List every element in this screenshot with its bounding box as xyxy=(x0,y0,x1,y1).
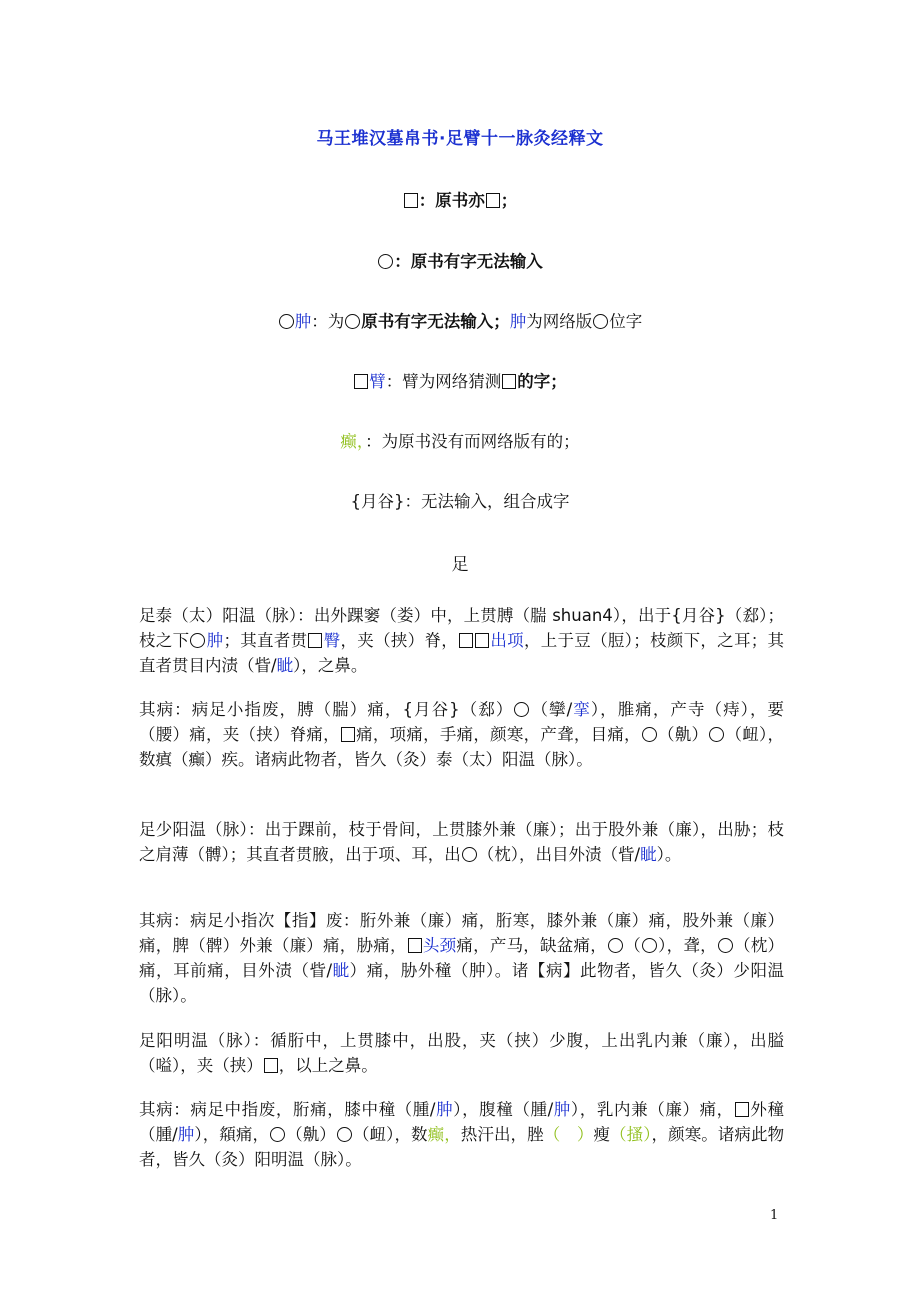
circle-symbol-icon xyxy=(642,727,657,742)
paragraph-text: 足少阳温（脉）：出于踝前，枝于骨间，上贯膝外兼（廉）；出于股外兼（廉），出胁；枝之肩薄（髆）；其直者贯腋，出于项、耳，出 xyxy=(139,820,784,864)
circle-symbol-icon xyxy=(378,254,393,269)
paragraph-text: 出项 xyxy=(490,631,524,650)
box-symbol-icon xyxy=(486,193,500,208)
legend-line-circle: ：原书有字无法输入 xyxy=(0,250,920,274)
paragraph-text: ），頯痛， xyxy=(194,1125,270,1144)
paragraph-text: 外穜（腫/ xyxy=(139,1100,785,1144)
circle-symbol-icon xyxy=(190,633,205,648)
box-symbol-icon xyxy=(475,633,489,648)
circle-symbol-icon xyxy=(593,314,608,329)
legend-line-green: 癫，：为原书没有而网络版有的； xyxy=(340,432,580,451)
paragraph-text: （鼽） xyxy=(286,1125,336,1144)
paragraph-text: ），乳内兼（廉）痛， xyxy=(570,1100,734,1119)
paragraph-text: 肿 xyxy=(553,1100,571,1119)
paragraph-text: ，上于豆（脰）；枝颜下，之耳；其直者贯目内渍（眥/ xyxy=(139,631,785,675)
paragraph xyxy=(139,1097,784,1172)
paragraph-text: ），聋， xyxy=(657,936,717,955)
paragraph-text: （枕），出目外渍（眥/ xyxy=(477,845,641,864)
paragraph-text: 肿 xyxy=(435,1100,454,1119)
paragraph-text: 眦 xyxy=(276,656,294,675)
legend-line-box-word: 臂：臂为网络猜测 的字； xyxy=(0,370,920,394)
box-symbol-icon xyxy=(264,1058,278,1073)
paragraph-text: （攣/ xyxy=(530,700,573,719)
paragraph xyxy=(139,603,784,678)
page-number: 1 xyxy=(770,1208,779,1223)
circle-symbol-icon xyxy=(279,314,294,329)
paragraph-text: 其病：病足中指废，胻痛，膝中穜（腫/ xyxy=(139,1100,436,1119)
paragraph-text: ，以上之鼻。 xyxy=(278,1056,378,1075)
circle-symbol-icon xyxy=(709,727,724,742)
paragraph-text: 眦 xyxy=(640,845,657,864)
paragraph-text: （ ） xyxy=(543,1125,594,1144)
box-symbol-icon xyxy=(408,938,422,953)
paragraph-text: ），之鼻。 xyxy=(293,656,368,675)
circle-symbol-icon xyxy=(462,847,477,862)
box-symbol-icon xyxy=(735,1102,749,1117)
paragraph-text: 肿 xyxy=(206,631,224,650)
paragraph-text: 肿 xyxy=(177,1125,195,1144)
paragraph xyxy=(139,908,784,1008)
circle-symbol-icon xyxy=(718,938,733,953)
paragraph-text: ，夹（挟）脊， xyxy=(340,631,459,650)
circle-symbol-icon xyxy=(608,938,623,953)
paragraph-text: （枕）痛，耳前痛，目外渍（眥/ xyxy=(139,936,785,980)
circle-symbol-icon xyxy=(337,1127,352,1142)
box-symbol-icon xyxy=(459,633,473,648)
paragraph-text: （衄），数瘨（癫）疾。诸病此物者，皆久（灸）泰（太）阳温（脉）。 xyxy=(139,725,785,769)
paragraph-text: ，颜寒。诸病此物者，皆久（灸）阳明温（脉）。 xyxy=(139,1125,785,1169)
paragraph-text: （搔） xyxy=(610,1125,652,1144)
paragraph-text: ），腹穜（腫/ xyxy=(453,1100,554,1119)
legend-line-circle-word: 肿：为 原书有字无法输入；肿为网络版 位字 xyxy=(0,310,920,334)
paragraph-text: （鼽） xyxy=(657,725,709,744)
paragraph xyxy=(139,697,784,772)
paragraph-text: 其病：病足小指废，膊（腨）痛，{月谷}（郄） xyxy=(139,700,514,719)
legend-line-combo: {月谷}：无法输入，组合成字 xyxy=(350,492,570,511)
box-symbol-icon xyxy=(354,374,368,389)
box-symbol-icon xyxy=(308,633,322,648)
box-symbol-icon xyxy=(341,727,355,742)
circle-symbol-icon xyxy=(642,938,657,953)
paragraph-text: 眦 xyxy=(332,961,350,980)
paragraph-text: 热汗出，脞 xyxy=(460,1125,544,1144)
paragraph-text: 挛 xyxy=(572,700,591,719)
paragraph xyxy=(139,817,784,867)
paragraph-text: 臀 xyxy=(323,631,341,650)
paragraph-text: ），脽痛，产寺（痔），要（腰）痛，夹（挟）脊痛， xyxy=(139,700,785,744)
paragraph-text: ；其直者贯 xyxy=(223,631,308,650)
box-symbol-icon xyxy=(404,193,418,208)
paragraph-text: 足泰（太）阳温（脉）：出外踝窭（娄）中，上贯膊（腨 shuan4），出于{月谷}（郄）；枝之下 xyxy=(139,606,784,650)
legend-line-box: ：原书亦 ； xyxy=(0,189,920,213)
circle-symbol-icon xyxy=(345,314,360,329)
paragraph-text: （ xyxy=(623,936,641,955)
section-heading: 足 xyxy=(451,555,469,575)
paragraph-text: 瘦 xyxy=(593,1125,611,1144)
paragraph-text: （衄），数 xyxy=(352,1125,428,1144)
paragraph-text: 头颈 xyxy=(422,936,457,955)
paragraph-text: 痛，产马，缺盆痛， xyxy=(456,936,607,955)
paragraph-text: 其病：病足小指次【指】废：胻外兼（廉）痛，胻寒，膝外兼（廉）痛，股外兼（廉）痛，脾（髀）外兼（廉）痛，胁痛， xyxy=(139,911,784,955)
paragraph-text: 足阳明温（脉）：循胻中，上贯膝中，出股，夹（挟）少腹，上出乳内兼（廉），出膉（嗌），夹（挟） xyxy=(139,1031,784,1075)
paragraph xyxy=(139,1028,784,1078)
paragraph-text: ）痛，胁外穜（肿）。诸【病】此物者，皆久（灸）少阳温（脉）。 xyxy=(139,961,785,1005)
paragraph-text: 癫， xyxy=(427,1125,461,1144)
box-symbol-icon xyxy=(502,374,516,389)
circle-symbol-icon xyxy=(514,702,529,717)
paragraph-text: ）。 xyxy=(656,845,682,864)
paragraph-text: 痛，项痛，手痛，颜寒，产聋，目痛， xyxy=(355,725,641,744)
page-title: 马王堆汉墓帛书·足臂十一脉灸经释文 xyxy=(316,129,604,149)
circle-symbol-icon xyxy=(270,1127,285,1142)
